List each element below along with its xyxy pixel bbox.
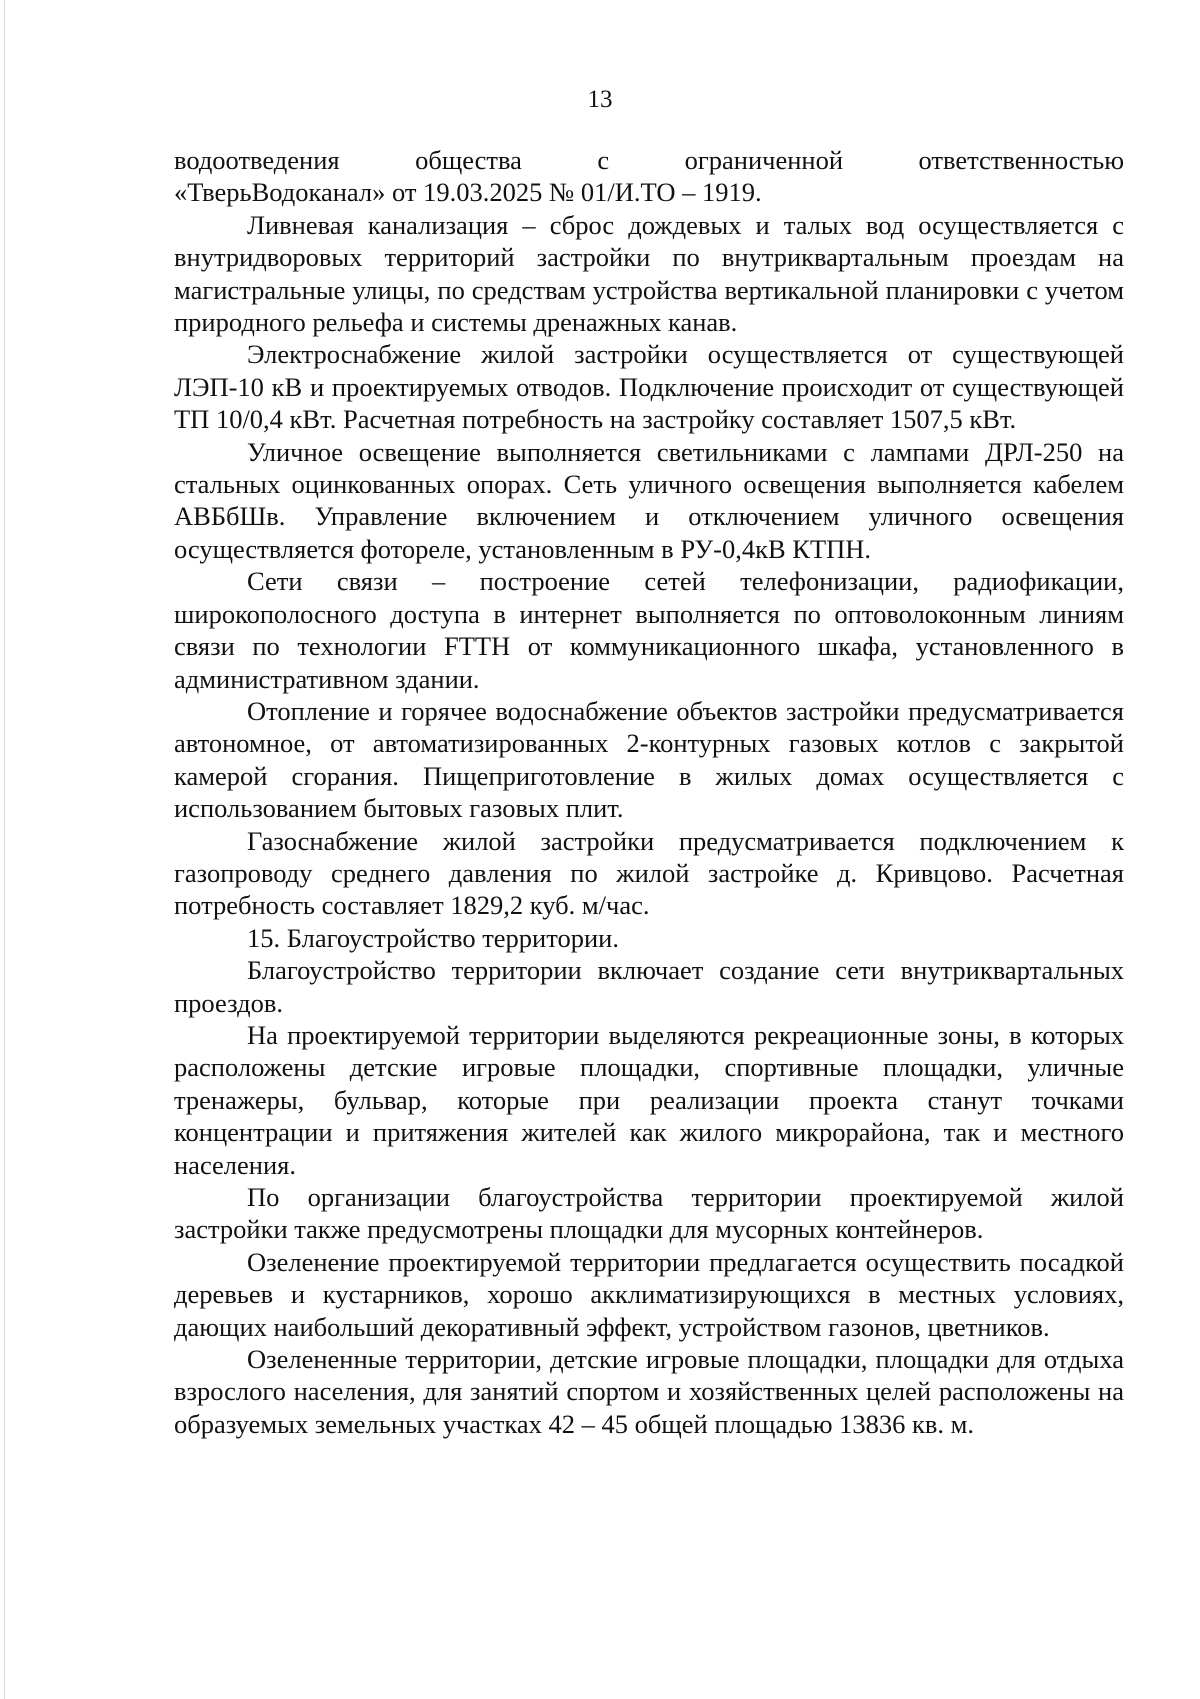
paragraph-storm-sewer: Ливневая канализация – сброс дождевых и талых вод осуществляется с внутридворовых территорий застройки по внутриквартальным проездам на магистральные улицы, по средствам устройства вертикальной планировки с учетом природного рельефа и системы дренажных канав. — [174, 209, 1124, 338]
paragraph-line: водоотведения общества с ограниченной ответственностью — [174, 145, 1124, 175]
paragraph-waste-containers: По организации благоустройства территории проектируемой жилой застройки также предусмотрены площадки для мусорных контейнеров. — [174, 1182, 1124, 1245]
page-number: 13 — [587, 86, 613, 113]
paragraph-power-supply: Электроснабжение жилой застройки осуществляется от существующей ЛЭП-10 кВ и проектируемых отводов. Подключение происходит от существующей ТП 10/0,4 кВт. Расчетная потребность на застройку составляет 1507,5 кВт. — [174, 339, 1124, 435]
paragraph-continuation — [174, 144, 1124, 209]
paragraph-recreation-zones: На проектируемой территории выделяются рекреационные зоны, в которых расположены детские игровые площадки, спортивные площадки, уличные тренажеры, бульвар, которые при реализации проекта станут точками концентрации и притяжения жителей как жилого микрорайона, так и местного населения. — [174, 1019, 1124, 1180]
scan-edge-line — [4, 0, 5, 1699]
paragraph-green-areas: Озелененные территории, детские игровые площадки, площадки для отдыха взрослого населения, для занятий спортом и хозяйственных целей расположены на образуемых земельных участках 42 – 45 общей площадью 13836 кв. м. — [174, 1344, 1124, 1439]
paragraph-gas-supply: Газоснабжение жилой застройки предусматривается подключением к газопроводу среднего давления по жилой застройке д. Кривцово. Расчетная потребность составляет 1829,2 куб. м/час. — [174, 825, 1124, 921]
paragraph-line: «ТверьВодоканал» от 19.03.2025 № 01/И.ТО – 1919. — [174, 177, 762, 208]
paragraph-communications: Сети связи – построение сетей телефонизации, радиофикации, широкополосного доступа в интернет выполняется по оптоволоконным линиям связи по технологии FTTH от коммуникационного шкафа, установленного в административном здании. — [174, 566, 1124, 694]
paragraph-landscaping-roads: Благоустройство территории включает создание сети внутриквартальных проездов. — [174, 955, 1124, 1018]
paragraph-street-lighting: Уличное освещение выполняется светильниками с лампами ДРЛ-250 на стальных оцинкованных опорах. Сеть уличного освещения выполняется кабелем АВБбШв. Управление включением и отключением уличного освещения осуществляется фотореле, установленным в РУ-0,4кВ КТПН. — [174, 436, 1124, 564]
paragraph-heating: Отопление и горячее водоснабжение объектов застройки предусматривается автономное, от автоматизированных 2-контурных газовых котлов с закрытой камерой сгорания. Пищеприготовление в жилых домах осуществляется с использованием бытовых газовых плит. — [174, 695, 1124, 824]
document-body — [174, 144, 1124, 1440]
section-heading: 15. Благоустройство территории. — [247, 922, 619, 953]
paragraph-greening: Озеленение проектируемой территории предлагается осуществить посадкой деревьев и кустарников, хорошо акклиматизирующихся в местных условиях, дающих наибольший декоративный эффект, устройством газонов, цветников. — [174, 1246, 1124, 1342]
